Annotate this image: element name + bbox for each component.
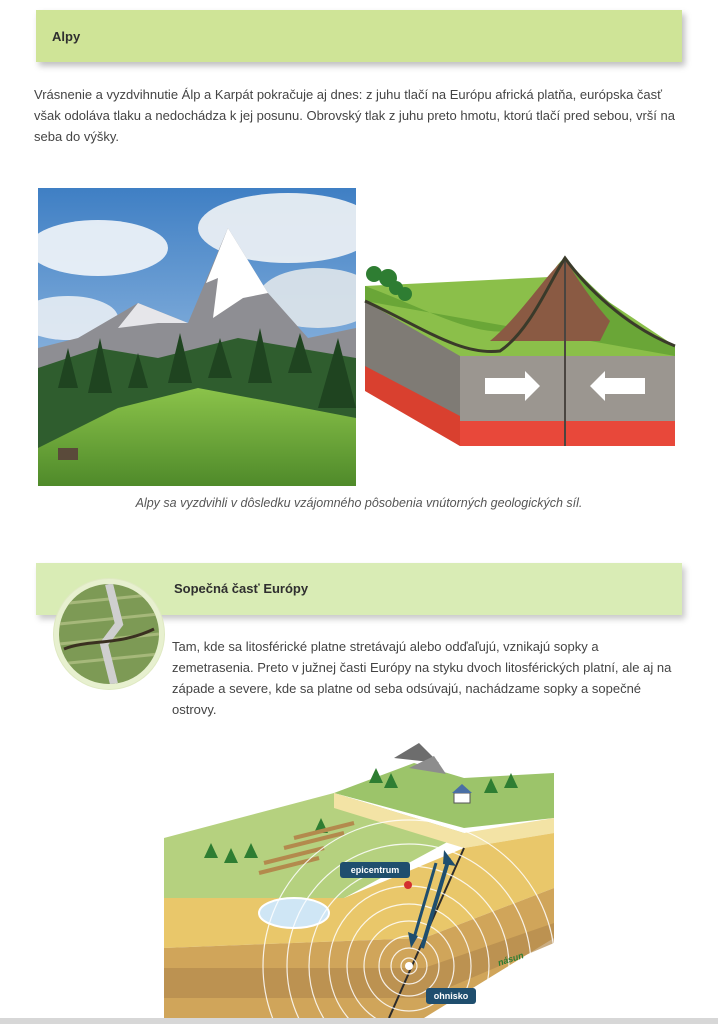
volcanic-paragraph: Tam, kde sa litosférické platne stretávajú alebo odďaľujú, vznikajú sopky a zemetrasenia. Preto v južnej časti Európy na styku dvoch litosférických platní, ale aj na západe a severe, kde sa platne od seba odsúvajú, nachádzame sopky a sopečné ostrovy.	[172, 639, 672, 717]
focus-label: ohnisko	[433, 991, 469, 1001]
earthquake-diagram	[164, 738, 554, 1018]
section-header-alps	[36, 10, 682, 62]
figure-caption: Alpy sa vyzdvihli v dôsledku vzájomného pôsobenia vnútorných geologických síl.	[135, 496, 583, 510]
epicenter-label: epicentrum	[350, 865, 400, 875]
alps-paragraph: Vrásnenie a vyzdvihnutie Álp a Karpát pokračuje aj dnes: z juhu tlačí na Európu africká platňa, európska časť však odoláva tlaku a nedochádza k jej posunu. Obrovský tlak z juhu preto hmotu, ktorú tlačí pred sebou, vrší na seba do výšky.	[34, 87, 675, 144]
thrust-label: násun	[496, 950, 525, 968]
section-title: Sopečná časť Európy	[174, 581, 309, 596]
bottom-divider	[0, 1018, 718, 1024]
plate-collision-diagram	[360, 246, 680, 456]
fault-aerial-photo	[54, 579, 164, 689]
section-title: Alpy	[52, 29, 81, 44]
matterhorn-photo	[38, 188, 356, 486]
